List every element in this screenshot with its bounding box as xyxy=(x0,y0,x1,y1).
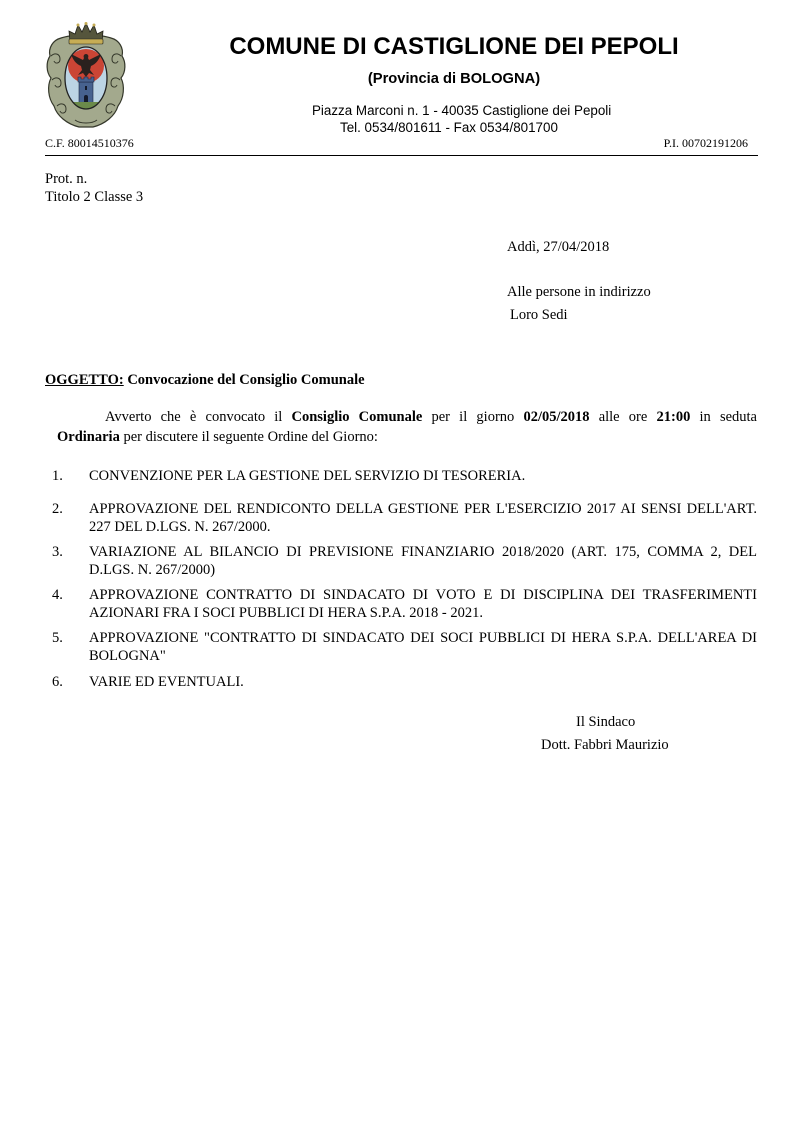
recipients-line: Alle persone in indirizzo xyxy=(507,284,651,300)
intro-paragraph xyxy=(57,407,757,447)
intro-line-2 xyxy=(57,427,757,447)
header-divider xyxy=(45,155,758,156)
vat-number: P.I. 00702191206 xyxy=(663,136,748,150)
subject-label: OGGETTO: xyxy=(45,372,124,388)
meeting-date: 02/05/2018 xyxy=(523,409,590,425)
crown xyxy=(69,22,103,44)
agenda-item-text: APPROVAZIONE "CONTRATTO DI SINDACATO DEI SOCI PUBBLICI DI HERA S.P.A. DELL'AREA DI BOLOGNA" xyxy=(89,630,757,664)
tower xyxy=(78,77,94,104)
council-name: Consiglio Comunale xyxy=(291,409,423,425)
agenda-item-number: 1. xyxy=(52,468,63,484)
intro-text: alle ore xyxy=(598,409,648,425)
municipality-name: COMUNE DI CASTIGLIONE DEI PEPOLI xyxy=(229,33,679,60)
agenda-item-number: 4. xyxy=(52,587,63,603)
agenda-item-number: 6. xyxy=(52,674,63,690)
intro-text: in seduta xyxy=(699,409,757,425)
agenda-item-number: 5. xyxy=(52,630,63,646)
agenda-item-text: VARIE ED EVENTUALI. xyxy=(89,674,244,690)
protocol-number: Prot. n. xyxy=(45,171,88,187)
recipients-location: Loro Sedi xyxy=(510,307,568,323)
tax-code: C.F. 80014510376 xyxy=(45,136,134,150)
agenda-item-text: APPROVAZIONE CONTRATTO DI SINDACATO DI VOTO E DI DISCIPLINA DEI TRASFERIMENTI AZIONARI FRA I SOCI PUBBLICI DI HERA S.P.A. 2018 - 2021. xyxy=(89,587,757,621)
agenda-item-number: 2. xyxy=(52,501,63,517)
protocol-classification: Titolo 2 Classe 3 xyxy=(45,189,144,205)
office-address: Piazza Marconi n. 1 - 40035 Castiglione dei Pepoli xyxy=(312,103,612,118)
meeting-time: 21:00 xyxy=(656,409,691,425)
agenda-item-text: APPROVAZIONE DEL RENDICONTO DELLA GESTIONE PER L'ESERCIZIO 2017 AI SENSI DELL'ART. 227 DEL D.LGS. N. 267/2000. xyxy=(89,501,757,535)
session-type: Ordinaria xyxy=(57,429,120,445)
subject-text: Convocazione del Consiglio Comunale xyxy=(127,372,365,388)
coat-of-arms-icon xyxy=(45,22,127,128)
intro-text: per il giorno xyxy=(431,409,515,425)
intro-text: Avverto che è convocato il xyxy=(105,409,283,425)
signatory-role: Il Sindaco xyxy=(576,714,636,730)
agenda-item-text: VARIAZIONE AL BILANCIO DI PREVISIONE FINANZIARIO 2018/2020 (ART. 175, COMMA 2, DEL D.LGS. N. 267/2000) xyxy=(89,544,757,578)
signatory-name: Dott. Fabbri Maurizio xyxy=(541,737,669,753)
letter-date: Addì, 27/04/2018 xyxy=(507,239,610,255)
letterhead xyxy=(0,0,800,160)
intro-line-1 xyxy=(57,407,757,427)
intro-text: per discutere il seguente Ordine del Giorno: xyxy=(123,429,378,445)
agenda-item-number: 3. xyxy=(52,544,63,560)
agenda-item-text: CONVENZIONE PER LA GESTIONE DEL SERVIZIO DI TESORERIA. xyxy=(89,468,526,484)
office-contacts: Tel. 0534/801611 - Fax 0534/801700 xyxy=(340,120,558,135)
subject-line xyxy=(45,371,365,389)
province-name: (Provincia di BOLOGNA) xyxy=(367,71,541,87)
